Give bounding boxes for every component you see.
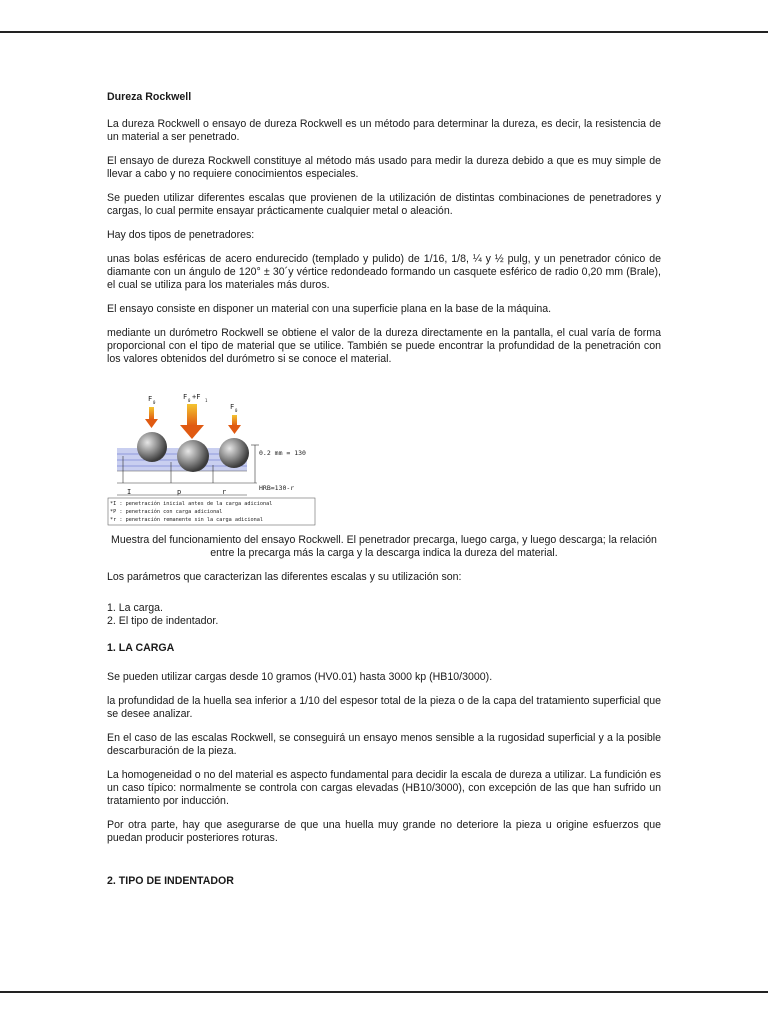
figure-caption: Muestra del funcionamiento del ensayo Rockwell. El penetrador precarga, luego carga, y luego descarga; la relación entre la precarga más la carga y la descarga indica la dureza del material. [111, 534, 657, 559]
force-label: 1 [205, 398, 208, 403]
paragraph-6: El ensayo consiste en disponer un material con una superficie plana en la base de la máquina. [107, 303, 552, 315]
axis-label: p [177, 488, 182, 496]
dim-label: 0.2 mm = 130 [259, 449, 306, 457]
paragraph-4: Hay dos tipos de penetradores: [107, 229, 255, 241]
rockwell-diagram [107, 390, 317, 527]
carga-paragraph-4: La homogeneidad o no del material es aspecto fundamental para decidir la escala de dureza a utilizar. La fundición es un caso típico: normalmente se controla con cargas elevadas (HB10/3000), con excepción de las que han sufrido un tratamiento por inducción. [107, 769, 661, 807]
legend-item: *r : penetración remanente sin la carga adicional [110, 517, 264, 523]
force-label: F [148, 395, 153, 403]
top-rule [0, 31, 768, 33]
bottom-rule [0, 991, 768, 993]
arrow-icon [180, 404, 204, 439]
axis-label: r [222, 488, 227, 496]
paragraph-5: unas bolas esféricas de acero endurecido (templado y pulido) de 1/16, 1/8, ¼ y ½ pulg, y un penetrador cónico de diamante con un ángulo de 120° ± 30´y vértice redondeado formando un casquete esférico de radio 0,20 mm (Brale), el cual se utiliza para los materiales más duros. [107, 253, 661, 291]
paragraph-2: El ensayo de dureza Rockwell constituye al método más usado para medir la dureza debido a que es muy simple de llevar a cabo y no requiere conocimientos especiales. [107, 155, 661, 180]
indenter-ball [219, 438, 249, 468]
force-label: 0 [153, 400, 156, 405]
arrow-icon [145, 407, 158, 428]
force-label: 0 [188, 398, 191, 403]
list-item: 1. La carga. [107, 602, 163, 614]
list-item: 2. El tipo de indentador. [107, 615, 219, 627]
section-heading-carga: 1. LA CARGA [107, 642, 175, 654]
legend-item: *P : penetración con carga adicional [110, 509, 223, 515]
force-label: F [183, 393, 188, 401]
carga-paragraph-5: Por otra parte, hay que asegurarse de que una huella muy grande no deteriore la pieza u origine esfuerzos que puedan producir posteriores roturas. [107, 819, 661, 844]
carga-paragraph-1: Se pueden utilizar cargas desde 10 gramos (HV0.01) hasta 3000 kp (HB10/3000). [107, 671, 493, 683]
legend-item: *I : penetración inicial antes de la carga adicional [110, 501, 273, 507]
arrow-icon [228, 415, 241, 434]
page-title: Dureza Rockwell [107, 91, 192, 103]
paragraph-3: Se pueden utilizar diferentes escalas que provienen de la utilización de distintas combinaciones de penetradores y cargas, lo cual permite ensayar prácticamente cualquier metal o aleación. [107, 192, 661, 217]
axis-label: I [127, 488, 132, 496]
force-label: F [230, 403, 235, 411]
carga-paragraph-3: En el caso de las escalas Rockwell, se conseguirá un ensayo menos sensible a la rugosidad superficial y a la posible descarburación de la pieza. [107, 732, 661, 757]
force-label: 0 [235, 408, 238, 413]
indenter-ball [137, 432, 167, 462]
paragraph-1: La dureza Rockwell o ensayo de dureza Rockwell es un método para determinar la dureza, es decir, la resistencia de un material a ser penetrado. [107, 118, 661, 143]
hrb-label: HRB=130-r [259, 484, 295, 492]
carga-paragraph-2: la profundidad de la huella sea inferior a 1/10 del espesor total de la pieza o de la capa del tratamiento superficial que se desee analizar. [107, 695, 661, 720]
section-heading-indentador: 2. TIPO DE INDENTADOR [107, 875, 234, 887]
indenter-ball [177, 440, 209, 472]
params-intro: Los parámetros que caracterizan las diferentes escalas y su utilización son: [107, 571, 462, 583]
force-label: +F [192, 393, 201, 401]
params-list [107, 602, 661, 628]
paragraph-7: mediante un durómetro Rockwell se obtiene el valor de la dureza directamente en la pantalla, el cual varía de forma proporcional con el tipo de material que se utilice. También se puede encontrar la profundidad de la penetración con los valores obtenidos del durómetro si se conoce el material. [107, 327, 661, 365]
